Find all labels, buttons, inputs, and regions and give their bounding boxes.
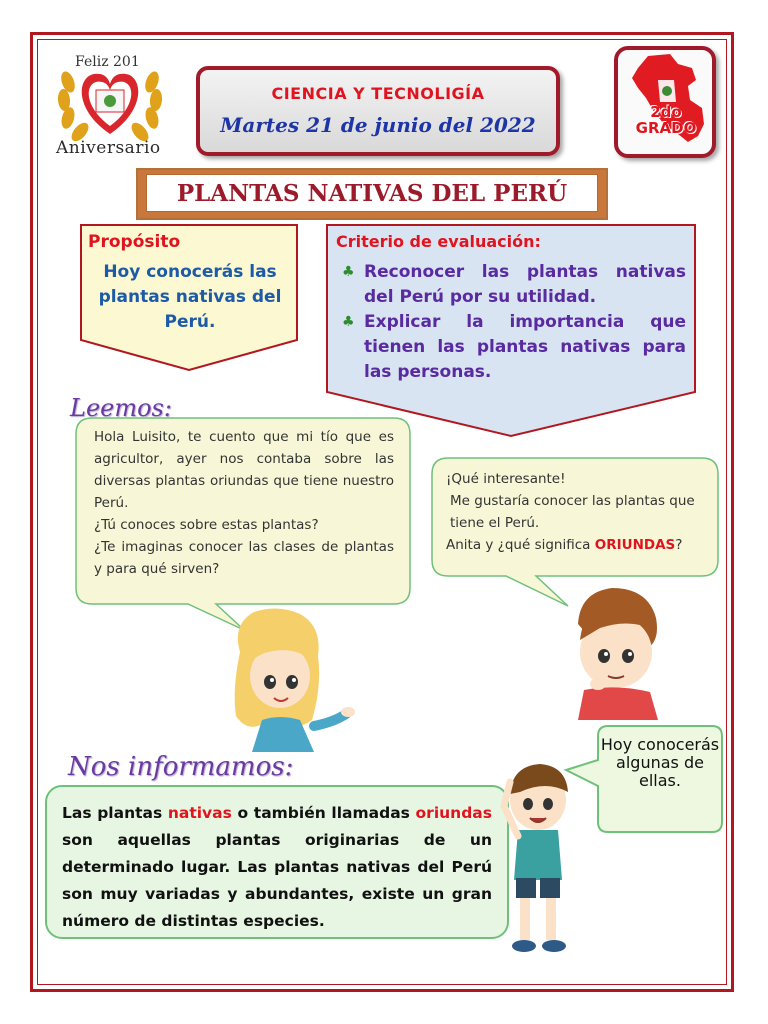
boy-line-text: ? [675, 537, 683, 553]
subject-title: CIENCIA Y TECNOLIGÍA [271, 84, 485, 103]
clover-icon: ♣ [342, 264, 355, 280]
grade-word: GRADO [635, 119, 697, 137]
clover-icon: ♣ [342, 314, 355, 330]
boy-line-text: Anita y ¿qué significa [446, 537, 595, 553]
session-date: Martes 21 de junio del 2022 [220, 113, 536, 137]
girl-character [235, 608, 355, 752]
oriundas-highlight: ORIUNDAS [594, 537, 676, 553]
logo-bottom-text: Aniversario [56, 138, 161, 158]
nativas-highlight: nativas [167, 804, 232, 822]
boy-thinking-character [578, 588, 658, 720]
purpose-heading: Propósito [88, 232, 181, 252]
purpose-text: Hoy conocerás las plantas nativas del Perú. [98, 262, 282, 332]
girl-line: ¿Te imaginas conocer las clases de plantas y para qué sirven? [94, 539, 394, 577]
girl-line: Hola Luisito, te cuento que mi tío que es agricultor, ayer nos contaba sobre las diversas plantas oriundas que tiene nuestro Perú. [94, 429, 394, 511]
logo-top-text: Feliz 201 [75, 54, 140, 70]
boy-pointing-character [504, 764, 568, 952]
informative-text: o también llamadas [231, 804, 416, 822]
boy-dialogue [446, 468, 708, 556]
informative-paragraph [62, 800, 492, 935]
informative-text: son aquellas plantas originarias de un determinado lugar. Las plantas nativas del Perú son muy variadas y abundantes, existe un gran número de distintas especies. [62, 831, 492, 930]
boy-line [446, 534, 708, 556]
criteria-list [340, 260, 686, 385]
grade-number: 2do [650, 103, 682, 121]
girl-line: ¿Tú conoces sobre estas plantas? [94, 517, 319, 533]
criteria-heading: Criterio de evaluación: [336, 232, 541, 251]
criteria-item [340, 260, 686, 310]
oriundas-highlight: oriundas [415, 804, 492, 822]
criteria-item-text: Explicar la importancia que tienen las plantas nativas para las personas. [364, 312, 686, 382]
section-read-label: Leemos: [70, 394, 172, 422]
informative-text: Las plantas [62, 804, 168, 822]
girl-dialogue [94, 426, 394, 580]
criteria-item [340, 310, 686, 385]
criteria-item-text: Reconocer las plantas nativas del Perú por su utilidad. [364, 262, 686, 307]
hoy-bubble-text: Hoy conocerás algunas de ellas. [600, 735, 720, 790]
boy-line: Me gustaría conocer las plantas que tiene el Perú. [450, 493, 695, 531]
section-inform-label: Nos informamos: [68, 752, 294, 782]
boy-line: ¡Qué interesante! [446, 471, 566, 487]
page-title: PLANTAS NATIVAS DEL PERÚ [146, 174, 598, 212]
